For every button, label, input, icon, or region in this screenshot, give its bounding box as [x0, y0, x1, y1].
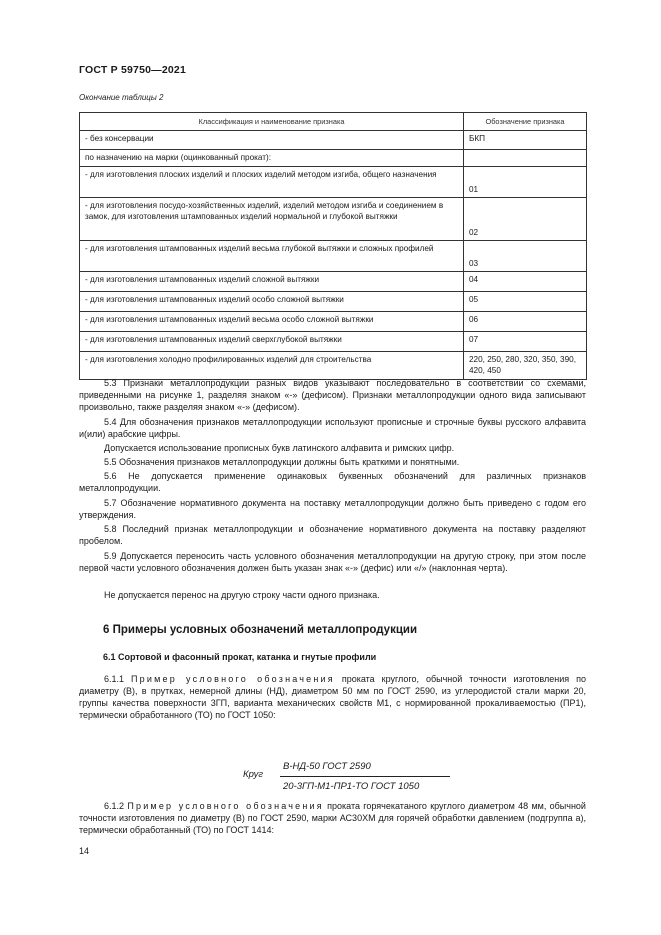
paragraph-5-4-note: Допускается использование прописных букв латинского алфавита и римских цифр.: [104, 443, 455, 453]
fraction-line: [280, 776, 450, 777]
row-feature: - для изготовления плоских изделий и плоских изделий методом изгиба, общего назначения: [80, 167, 464, 198]
formula-numerator: В-НД-50 ГОСТ 2590: [283, 761, 371, 772]
section-6-heading: 6 Примеры условных обозначений металлопродукции: [103, 624, 418, 636]
row-feature: - для изготовления холодно профилированных изделий для строительства: [80, 352, 464, 380]
table-row: [80, 150, 587, 167]
formula-denominator: 20-3ГП-М1-ПР1-ТО ГОСТ 1050: [283, 781, 420, 792]
paragraph-5-5: 5.5 Обозначения признаков металлопродукции должны быть краткими и понятными.: [104, 457, 460, 467]
row-feature: - для изготовления штампованных изделий весьма особо сложной вытяжки: [80, 312, 464, 332]
table-row: [80, 272, 587, 292]
table-row: [80, 352, 587, 380]
table-row: [80, 241, 587, 272]
paragraph-5-8: 5.8 Последний признак металлопродукции и обозначение нормативного документа на поставку разделяют пробелом.: [79, 524, 586, 546]
table-row: [80, 292, 587, 312]
example-number: 6.1.2: [104, 801, 125, 811]
row-code: 05: [464, 292, 587, 312]
row-code: 06: [464, 312, 587, 332]
row-code: 03: [464, 241, 587, 272]
row-code: 220, 250, 280, 320, 350, 390, 420, 450: [464, 352, 587, 380]
table-header-row: [80, 113, 587, 131]
header-designation: Обозначение признака: [464, 113, 587, 131]
row-feature: - для изготовления штампованных изделий сверхглубокой вытяжки: [80, 332, 464, 352]
example-6-1-2: [79, 800, 586, 836]
row-code: [464, 150, 587, 167]
formula-label: Круг: [243, 769, 264, 780]
example-text: проката круглого, обычной точности изготовления по диаметру (В), в прутках, немерной длины (НД), диаметром 50 мм по ГОСТ 2590, из углеродистой стали марки 20, группы качества поверхности 3ГП, варианта механических свойств М1, с нормированной прокаливаемостью (ПР1), термически обработанного (ТО) по ГОСТ 1050:: [79, 674, 586, 720]
row-code: 04: [464, 272, 587, 292]
page-number: 14: [79, 846, 90, 856]
row-feature: - для изготовления штампованных изделий весьма глубокой вытяжки и сложных профилей: [80, 241, 464, 272]
table-row: [80, 131, 587, 150]
row-feature: - для изготовления посудо-хозяйственных изделий, изделий методом изгиба и соединением в замок, для изготовления штампованных изделий нормальной и глубокой вытяжки: [80, 198, 464, 241]
paragraph-5-9: 5.9 Допускается переносить часть условного обозначения металлопродукции на другую строку, при этом после первой части условного обозначения должен быть указан знак «-» (дефис) или «/» (наклонная черта).: [79, 551, 586, 573]
row-feature: - без консервации: [80, 131, 464, 150]
paragraph-5-4: 5.4 Для обозначения признаков металлопродукции используют прописные и строчные буквы русского алфавита и(или) арабские цифры.: [79, 417, 586, 439]
paragraph-5-7: 5.7 Обозначение нормативного документа на поставку металлопродукции должно быть приведено с годом его утверждения.: [79, 498, 586, 520]
table-caption: Окончание таблицы 2: [79, 93, 164, 102]
header-classification: Классификация и наименование признака: [80, 113, 464, 131]
example-number: 6.1.1: [104, 674, 125, 684]
paragraph-5-6: 5.6 Не допускается применение одинаковых буквенных обозначений для различных признаков металлопродукции.: [79, 471, 586, 493]
classification-table: [79, 112, 587, 380]
paragraph-5-9-note: Не допускается перенос на другую строку части одного признака.: [104, 590, 380, 600]
row-feature: - для изготовления штампованных изделий сложной вытяжки: [80, 272, 464, 292]
example-text: проката горячекатаного круглого диаметром 48 мм, обычной точности изготовления по диаметру (В) по ГОСТ 2590, марки АС30ХМ для горячей обработки давлением (подгруппа а), термически обработанный (ТО) по ГОСТ 1414:: [79, 801, 586, 835]
example-6-1-1: [79, 673, 586, 721]
table-row: [80, 312, 587, 332]
example-lead: Пример условного обозначения: [131, 674, 335, 684]
row-feature: по назначению на марки (оцинкованный прокат):: [80, 150, 464, 167]
table-row: [80, 198, 587, 241]
row-code: 07: [464, 332, 587, 352]
section-6-1-heading: 6.1 Сортовой и фасонный прокат, катанка и гнутые профили: [103, 652, 377, 662]
table-row: [80, 332, 587, 352]
row-feature: - для изготовления штампованных изделий особо сложной вытяжки: [80, 292, 464, 312]
table-row: [80, 167, 587, 198]
row-code: 02: [464, 198, 587, 241]
example-lead: Пример условного обозначения: [127, 801, 324, 811]
row-code: 01: [464, 167, 587, 198]
document-header: ГОСТ Р 59750—2021: [79, 64, 187, 76]
paragraph-5-3: 5.3 Признаки металлопродукции разных видов указывают последовательно в соответствии со схемами, приведенными на рисунке 1, разделяя знаком «-» (дефисом). Признаки металлопродукции одного вида записывают произвольно, также разделяя знаком «-» (дефисом).: [79, 378, 586, 412]
row-code: БКП: [464, 131, 587, 150]
